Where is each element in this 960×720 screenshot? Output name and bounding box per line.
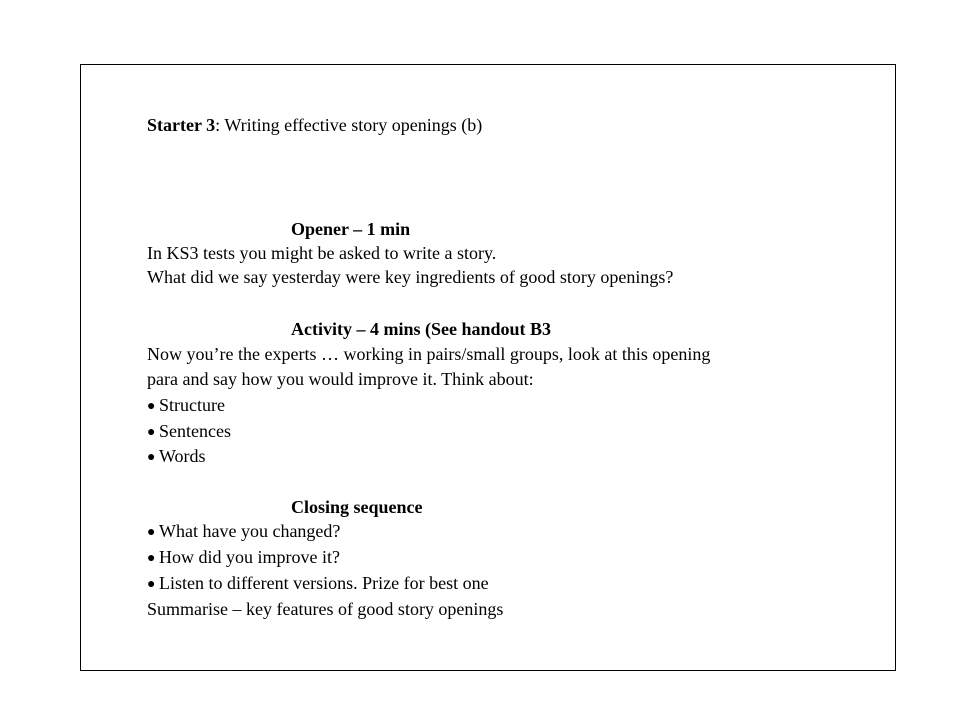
- opener-heading: Opener – 1 min: [291, 219, 411, 239]
- opener-line-2: What did we say yesterday were key ingredients of good story openings?: [147, 267, 674, 287]
- activity-heading: Activity – 4 mins (See handout B3: [291, 319, 552, 339]
- bullet-text: What have you changed?: [159, 521, 341, 541]
- slide-title: [147, 114, 482, 136]
- bullet-text: Words: [159, 446, 206, 466]
- bullet-icon: ●: [147, 425, 156, 440]
- closing-bullet-item: [147, 520, 340, 544]
- bullet-icon: ●: [147, 551, 156, 566]
- activity-line-2: para and say how you would improve it. Think about:: [147, 369, 534, 389]
- title-label: Starter 3: [147, 115, 216, 135]
- opener-line-1: In KS3 tests you might be asked to write a story.: [147, 243, 497, 263]
- closing-heading: Closing sequence: [291, 497, 423, 517]
- closing-bullet-item: [147, 546, 340, 570]
- bullet-text: Sentences: [159, 421, 231, 441]
- bullet-icon: ●: [147, 399, 156, 414]
- bullet-icon: ●: [147, 525, 156, 540]
- bullet-icon: ●: [147, 577, 156, 592]
- bullet-icon: ●: [147, 450, 156, 465]
- bullet-text: Structure: [159, 395, 225, 415]
- title-text: Writing effective story openings (b): [220, 115, 483, 135]
- activity-bullet-item: [147, 394, 225, 418]
- activity-bullet-item: [147, 420, 231, 444]
- closing-bullet-item: [147, 572, 489, 596]
- bullet-text: Listen to different versions. Prize for best one: [159, 573, 489, 593]
- title-colon: :: [215, 115, 221, 135]
- activity-bullet-item: [147, 445, 206, 469]
- bullet-text: How did you improve it?: [159, 547, 340, 567]
- closing-summary: Summarise – key features of good story openings: [147, 599, 504, 619]
- activity-line-1: Now you’re the experts … working in pairs/small groups, look at this opening: [147, 344, 711, 364]
